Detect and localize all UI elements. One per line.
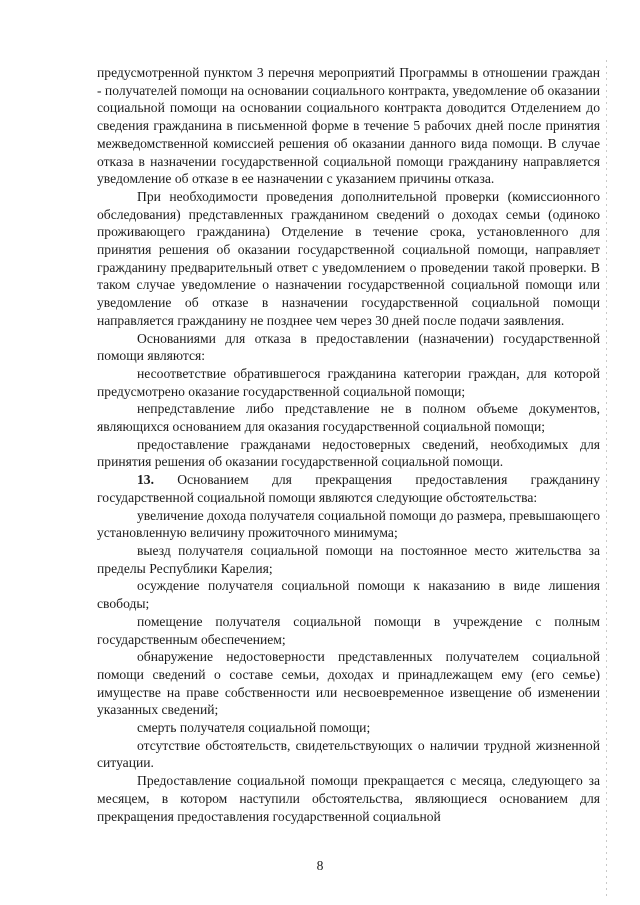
paragraph-7 — [97, 471, 600, 506]
paragraph-4: несоответствие обратившегося гражданина категории граждан, для которой предусмотрено оказание государственной социальной помощи; — [97, 365, 600, 399]
paragraph-7-text: Основанием для прекращения предоставления гражданину государственной социальной помощи являются следующие обстоятельства: — [97, 472, 600, 505]
paragraph-5: непредставление либо представление не в полном объеме документов, являющихся основанием для оказания государственной социальной помощи; — [97, 401, 600, 435]
paragraph-9: выезд получателя социальной помощи на постоянное место жительства за пределы Республики Карелия; — [97, 542, 600, 576]
paragraph-3: Основаниями для отказа в предоставлении (назначении) государственной помощи являются: — [97, 330, 600, 364]
paragraph-14: отсутствие обстоятельств, свидетельствующих о наличии трудной жизненной ситуации. — [97, 737, 600, 771]
paragraph-2: При необходимости проведения дополнительной проверки (комиссионного обследования) представленных гражданином сведений о доходах семьи (одиноко проживающего гражданина) Отделение в течение срока, установленного для принятия решения об оказании государственной социальной помощи, направляет гражданину предварительный ответ с уведомлением о проведении такой проверки. В таком случае уведомление о назначении государственной социальной помощи или уведомление об отказе в назначении государственной социальной помощи направляется гражданину не позднее чем через 30 дней после подачи заявления. — [97, 188, 600, 328]
paragraph-10: осуждение получателя социальной помощи к наказанию в виде лишения свободы; — [97, 578, 600, 612]
paragraph-11: помещение получателя социальной помощи в учреждение с полным государственным обеспечением; — [97, 613, 600, 647]
page-number: 8 — [316, 858, 324, 873]
paragraph-12: обнаружение недостоверности представленных получателем социальной помощи сведений о составе семьи, доходах и принадлежащем ему (его семье) имуществе на праве собственности или несвоевременное извещение об изменении указанных сведений; — [97, 649, 600, 718]
paragraph-6: предоставление гражданами недостоверных сведений, необходимых для принятия решения об оказании государственной социальной помощи. — [97, 436, 600, 470]
paragraph-13: смерть получателя социальной помощи; — [137, 720, 371, 736]
paragraph-8: увеличение дохода получателя социальной помощи до размера, превышающего установленную величину прожиточного минимума; — [97, 507, 600, 541]
scan-edge-line — [606, 60, 607, 900]
paragraph-15: Предоставление социальной помощи прекращается с месяца, следующего за месяцем, в котором наступили обстоятельства, являющиеся основанием для прекращения предоставления государственной социальной — [97, 773, 600, 824]
document-body — [97, 64, 600, 825]
section-number: 13. — [137, 472, 154, 488]
paragraph-1: предусмотренной пунктом 3 перечня мероприятий Программы в отношении граждан - получателей помощи на основании социального контракта, уведомление об оказании социальной помощи на основании социального контракта доводится Отделением до сведения гражданина в письменной форме в течение 5 рабочих дней после принятия межведомственной комиссией решения об оказании данного вида помощи. В случае отказа в назначении государственной социальной помощи гражданину направляется уведомление об отказе в ее назначении с указанием причины отказа. — [97, 65, 600, 187]
